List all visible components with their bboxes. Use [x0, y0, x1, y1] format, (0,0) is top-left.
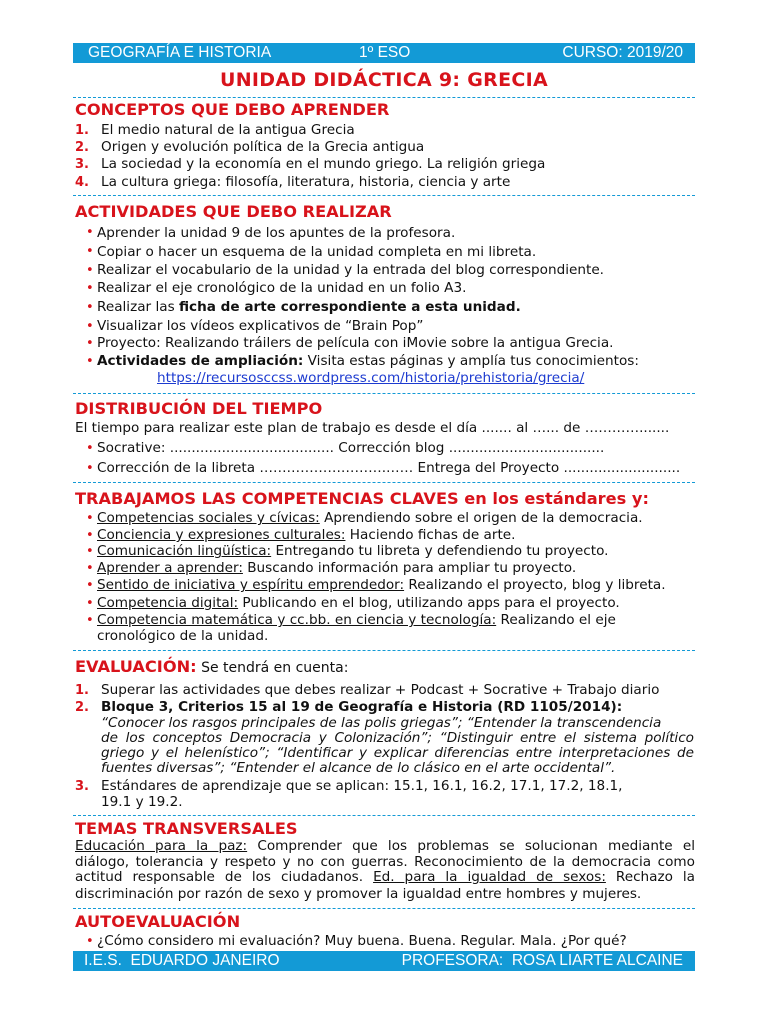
- bullet: •: [86, 263, 94, 278]
- list-item: Copiar o hacer un esquema de la unidad completa en mi libreta.: [97, 244, 537, 260]
- divider: [73, 650, 695, 651]
- list-item-continuation: 19.1 y 19.2.: [101, 794, 183, 810]
- list-number: 2.: [75, 700, 89, 715]
- bullet: •: [86, 578, 94, 593]
- bullet: •: [86, 934, 94, 949]
- header-level: 1º ESO: [359, 44, 411, 61]
- tiempo-heading: DISTRIBUCIÓN DEL TIEMPO: [75, 399, 323, 418]
- list-item: El medio natural de la antigua Grecia: [101, 122, 355, 138]
- divider: [73, 815, 695, 816]
- resource-link[interactable]: https://recursosccss.wordpress.com/historia/prehistoria/grecia/: [157, 370, 585, 386]
- list-item: Realizar el eje cronológico de la unidad en un folio A3.: [97, 280, 467, 296]
- transversales-heading: TEMAS TRANSVERSALES: [75, 819, 298, 838]
- list-item: Socrative: ...................................... Corrección blog ....................................: [97, 440, 605, 456]
- bullet: •: [86, 596, 94, 611]
- list-item: Actividades de ampliación: Visita estas páginas y amplía tus conocimientos:: [97, 353, 639, 369]
- list-number: 3.: [75, 157, 89, 172]
- evaluacion-heading: EVALUACIÓN: Se tendrá en cuenta:: [75, 657, 349, 676]
- bullet: •: [86, 441, 94, 456]
- list-item: Realizar las ficha de arte correspondiente a esta unidad.: [97, 299, 521, 315]
- list-item: La sociedad y la economía en el mundo griego. La religión griega: [101, 156, 546, 172]
- divider: [73, 908, 695, 909]
- list-item: Sentido de iniciativa y espíritu emprendedor: Realizando el proyecto, blog y libreta.: [97, 577, 666, 593]
- bullet: •: [86, 528, 94, 543]
- divider: [73, 97, 695, 98]
- bullet: •: [86, 613, 94, 628]
- criterio-line: “Conocer los rasgos principales de las polis griegas”; “Entender la transcendencia: [101, 715, 662, 731]
- divider: [73, 393, 695, 394]
- list-number: 3.: [75, 779, 89, 794]
- list-item: Conciencia y expresiones culturales: Haciendo fichas de arte.: [97, 527, 516, 543]
- list-item: Visualizar los vídeos explicativos de “Brain Pop”: [97, 318, 424, 334]
- transversales-line: actitud responsable de los ciudadanos. Ed. para la igualdad de sexos: Rechazo la: [75, 869, 696, 885]
- bullet: •: [86, 354, 94, 369]
- autoevaluacion-heading: AUTOEVALUACIÓN: [75, 912, 241, 931]
- conceptos-heading: CONCEPTOS QUE DEBO APRENDER: [75, 100, 390, 119]
- bullet: •: [86, 336, 94, 351]
- list-number: 2.: [75, 140, 89, 155]
- list-item: Competencias sociales y cívicas: Aprendiendo sobre el origen de la democracia.: [97, 510, 643, 526]
- bullet: •: [86, 225, 94, 240]
- footer-teacher: PROFESORA: ROSA LIARTE ALCAINE: [401, 952, 683, 969]
- tiempo-intro: El tiempo para realizar este plan de trabajo es desde el día ....... al …... de ………….......: [75, 420, 670, 436]
- footer-bar: [73, 951, 695, 971]
- page-title: UNIDAD DIDÁCTICA 9: GRECIA: [220, 69, 548, 91]
- list-item: Competencia matemática y cc.bb. en ciencia y tecnología: Realizando el eje: [97, 612, 616, 628]
- bullet: •: [86, 281, 94, 296]
- header-course: CURSO: 2019/20: [562, 44, 683, 61]
- bullet: •: [86, 511, 94, 526]
- list-number: 1.: [75, 683, 89, 698]
- bullet: •: [86, 561, 94, 576]
- bullet: •: [86, 544, 94, 559]
- list-item: Proyecto: Realizando tráilers de película con iMovie sobre la antigua Grecia.: [97, 335, 614, 351]
- list-number: 4.: [75, 175, 89, 190]
- list-item: ¿Cómo considero mi evaluación? Muy buena. Buena. Regular. Mala. ¿Por qué?: [97, 933, 627, 949]
- criterio-line: de los conceptos Democracia y Colonización”; “Distinguir entre el sistema político: [101, 730, 694, 746]
- criterio-line: fuentes diversas”; “Entender el alcance de lo clásico en el arte occidental”.: [101, 760, 616, 776]
- footer-school: I.E.S. EDUARDO JANEIRO: [84, 952, 280, 969]
- competencias-heading: TRABAJAMOS LAS COMPETENCIAS CLAVES en los estándares y:: [75, 489, 649, 508]
- list-item: Origen y evolución política de la Grecia antigua: [101, 139, 425, 155]
- list-item-title: Bloque 3, Criterios 15 al 19 de Geografía e Historia (RD 1105/2014):: [101, 699, 623, 715]
- list-item: Comunicación lingüística: Entregando tu libreta y defendiendo tu proyecto.: [97, 543, 609, 559]
- bullet: •: [86, 461, 94, 476]
- criterio-line: griego y el helenístico”; “Identificar y explicar diferencias entre interpretaciones de: [101, 745, 694, 761]
- transversales-line: discriminación por razón de sexo y promover la igualdad entre hombres y mujeres.: [75, 886, 642, 902]
- list-item: Aprender a aprender: Buscando información para ampliar tu proyecto.: [97, 560, 577, 576]
- divider: [73, 482, 695, 483]
- header-bar: [73, 43, 695, 63]
- transversales-line: diálogo, tolerancia y respeto y no con guerras. Reconocimiento de la democracia como: [75, 854, 695, 870]
- bullet: •: [86, 244, 94, 259]
- divider: [73, 195, 695, 196]
- list-item: Competencia digital: Publicando en el blog, utilizando apps para el proyecto.: [97, 595, 620, 611]
- transversales-line: Educación para la paz: Comprender que los problemas se solucionan mediante el: [75, 838, 695, 854]
- list-item: Superar las actividades que debes realizar + Podcast + Socrative + Trabajo diario: [101, 682, 660, 698]
- header-subject: GEOGRAFÍA E HISTORIA: [88, 44, 272, 61]
- bullet: •: [86, 300, 94, 315]
- list-item: Aprender la unidad 9 de los apuntes de la profesora.: [97, 225, 456, 241]
- list-item: Corrección de la libreta ……………………….…… Entrega del Proyecto ...........................: [97, 460, 681, 476]
- list-item-continuation: cronológico de la unidad.: [97, 628, 269, 644]
- bullet: •: [86, 319, 94, 334]
- list-item: La cultura griega: filosofía, literatura, historia, ciencia y arte: [101, 174, 511, 190]
- actividades-heading: ACTIVIDADES QUE DEBO REALIZAR: [75, 202, 392, 221]
- list-item: Realizar el vocabulario de la unidad y la entrada del blog correspondiente.: [97, 262, 604, 278]
- list-number: 1.: [75, 123, 89, 138]
- list-item: Estándares de aprendizaje que se aplican: 15.1, 16.1, 16.2, 17.1, 17.2, 18.1,: [101, 778, 623, 794]
